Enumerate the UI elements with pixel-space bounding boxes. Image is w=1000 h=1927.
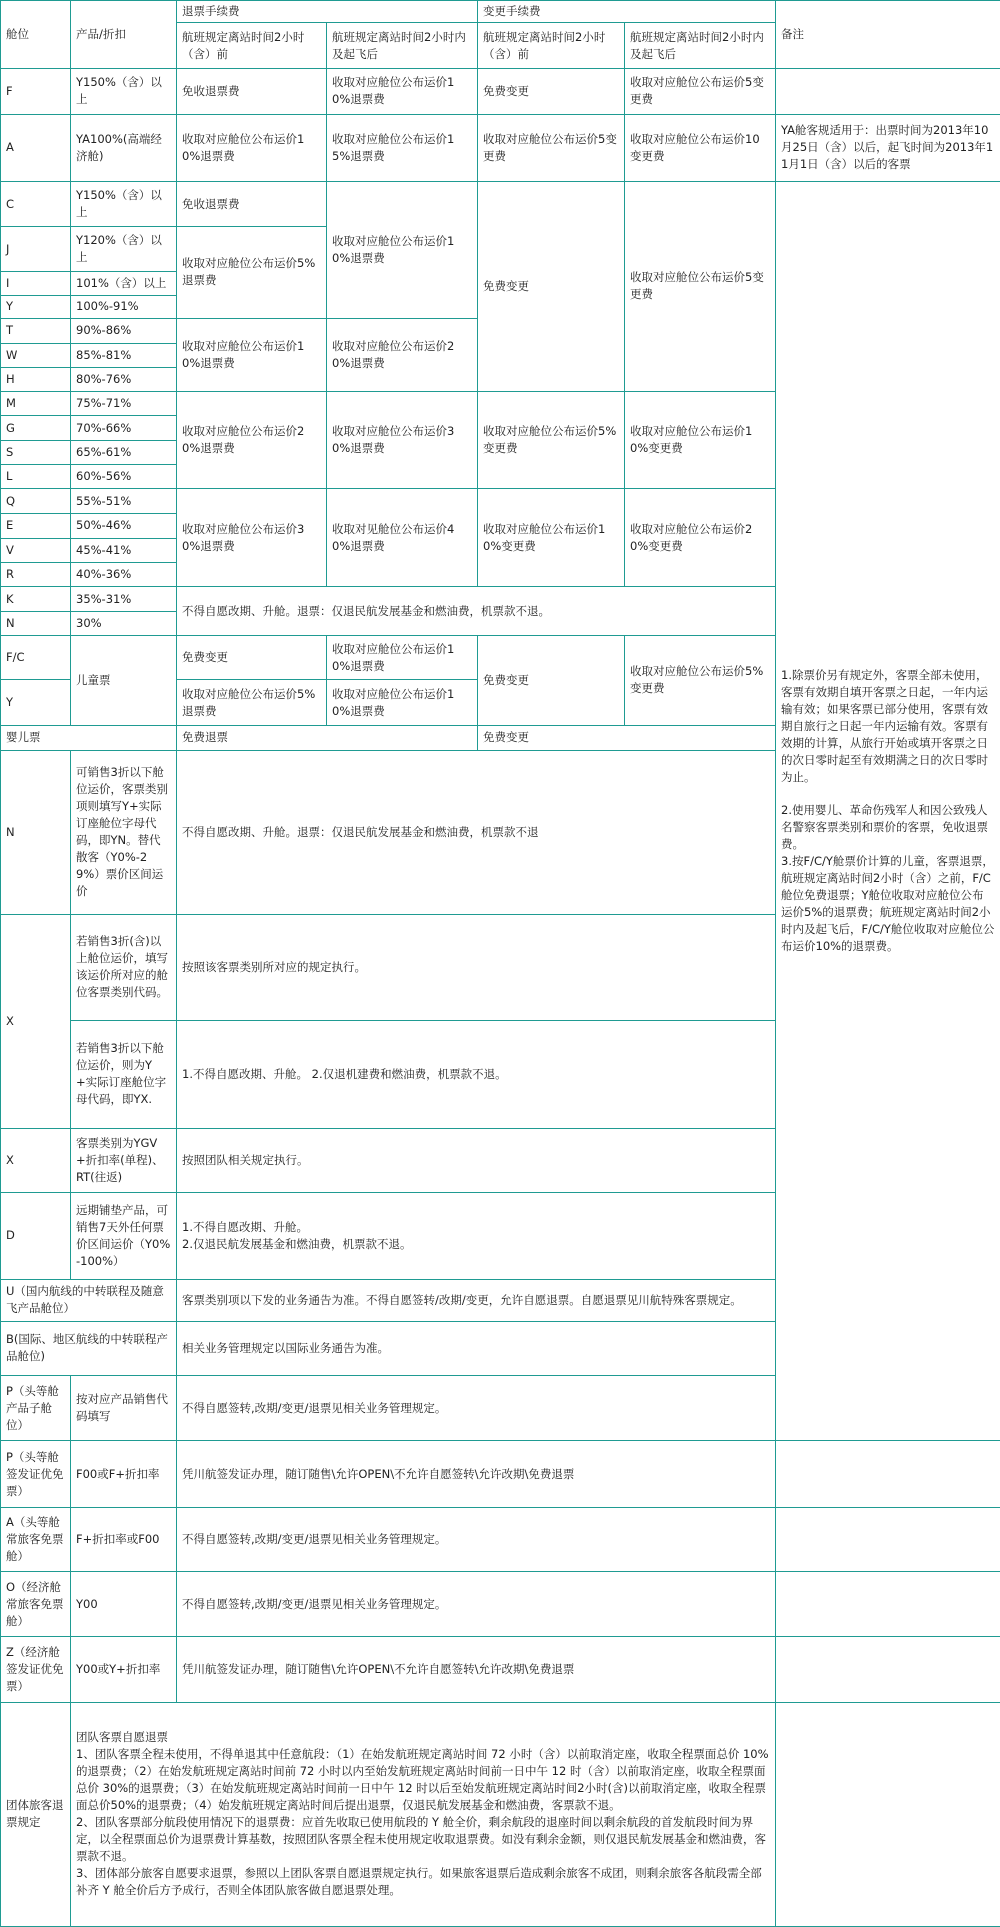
- product-cell: 客票类别为YGV+折扣率(单程)、RT(往返): [71, 1128, 177, 1192]
- change-fee-cell: 收取对应舱位公布运价5变更费: [625, 181, 776, 391]
- change-fee-cell: 免费变更: [478, 636, 625, 725]
- refund-fee-cell: 收取对应舱位公布运价30%退票费: [177, 489, 327, 587]
- rule-cell: 不得自愿签转,改期/变更/退票见相关业务管理规定。: [177, 1376, 776, 1441]
- refund-fee-cell: 免费退票: [177, 725, 478, 750]
- refund-fee-cell: 收取对应舱位公布运价5%退票费: [177, 680, 327, 725]
- refund-fee-cell: 收取对应舱位公布运价5%退票费: [177, 227, 327, 318]
- product-cell: 远期铺垫产品，可销售7天外任何票价区间运价（Y0%-100%）: [71, 1193, 177, 1279]
- refund-fee-cell: 收取对应舱位公布运价10%退票费: [327, 636, 478, 680]
- refund-fee-cell: 收取对应舱位公布运价10%退票费: [327, 69, 478, 114]
- cabin-cell: V: [1, 538, 71, 562]
- product-cell: Y00: [71, 1572, 177, 1637]
- remark-validity: 1.除票价另有规定外，客票全部未使用，客票有效期自填开客票之日起，一年内运输有效；如果客票已部分使用，客票有效期自旅行之日起一年内运输有效。客票有效期的计算，从旅行开始或填开客票之日的次日零时起至有效期满之日的次日零时为止。: [781, 668, 988, 785]
- remark-cell: [776, 1637, 1000, 1702]
- table-row: [1, 181, 1000, 226]
- product-cell: 儿童票: [71, 636, 177, 725]
- header-refund-before-2h: 航班规定离站时间2小时（含）前: [177, 23, 327, 69]
- product-cell: 45%-41%: [71, 538, 177, 562]
- group-rule-line: 2、团队客票部分航段使用情况下的退票费：应首先收取已使用航段的 Y 舱全价，剩余航段的退座时间以剩余航段的首发航段时间为界定，以全程票面总价为退票费计算基数，按照团队客票全程未使用规定收取退票费。如没有剩余金额，则仅退民航发展基金和燃油费，客票款不退。: [76, 1815, 766, 1864]
- product-cell: F+折扣率或F00: [71, 1507, 177, 1571]
- product-cell: 100%-91%: [71, 295, 177, 318]
- refund-fee-cell: 免收退票费: [177, 181, 327, 226]
- change-fee-cell: 免费变更: [478, 69, 625, 114]
- product-cell: 65%-61%: [71, 441, 177, 465]
- rule-cell: 不得自愿签转,改期/变更/退票见相关业务管理规定。: [177, 1507, 776, 1571]
- product-cell: 75%-71%: [71, 391, 177, 415]
- rule-cell: 不得自愿改期、升舱。退票：仅退民航发展基金和燃油费，机票款不退。: [177, 586, 776, 635]
- table-row: [1, 1507, 1000, 1571]
- refund-fee-cell: 收取对应舱位公布运价10%退票费: [177, 114, 327, 181]
- refund-fee-cell: 收取对应舱位公布运价10%退票费: [327, 181, 478, 318]
- group-rule-title: 团队客票自愿退票: [76, 1730, 168, 1745]
- cabin-cell: D: [1, 1193, 71, 1279]
- product-cell: Y150%（含）以上: [71, 69, 177, 114]
- cabin-cell: Y: [1, 680, 71, 725]
- change-fee-cell: 收取对应舱位公布运价5变更费: [478, 114, 625, 181]
- cabin-cell: N: [1, 612, 71, 636]
- cabin-cell: N: [1, 750, 71, 914]
- table-row: [1, 114, 1000, 181]
- header-cabin: 舱位: [1, 1, 71, 69]
- group-rule-line: 1、团队客票全程未使用，不得单退其中任意航段：（1）在始发航班规定离站时间 72 小时（含）以前取消定座，收取全程票面总价 10%的退票费；（2）在始发航班规定离站时间前 72 小时以内至始发航班规定离站时间前一日中午 12 时（含）以前取消定座，收取全程票面总价 30%的退票费；（3）在始发航班规定离站时间前一日中午 12 时以后至始发航班规定离站时间2小时(含)以前取消定座，收取全程票面总价50%的退票费；（4）始发航班规定离站时间后提出退票，仅退民航发展基金和燃油费，客票款不退。: [76, 1747, 769, 1813]
- change-fee-cell: 收取对应舱位公布运价5%变更费: [625, 636, 776, 725]
- product-cell: 101%（含）以上: [71, 272, 177, 295]
- refund-fee-cell: 收取对应舱位公布运价10%退票费: [327, 680, 478, 725]
- cabin-cell: Q: [1, 489, 71, 513]
- cabin-cell: C: [1, 181, 71, 226]
- rule-cell: 1.不得自愿改期、升舱。 2.仅退机建费和燃油费，机票款不退。: [177, 1021, 776, 1129]
- table-row: [1, 1637, 1000, 1702]
- header-refund-within-2h: 航班规定离站时间2小时内及起飞后: [327, 23, 478, 69]
- cabin-cell: W: [1, 343, 71, 367]
- header-change-fee: 变更手续费: [478, 1, 776, 23]
- cabin-cell: S: [1, 441, 71, 465]
- cabin-cell: H: [1, 367, 71, 391]
- change-fee-cell: 收取对应舱位公布运价10变更费: [625, 114, 776, 181]
- cabin-cell: P（头等舱产品子舱位）: [1, 1376, 71, 1441]
- cabin-cell: Z（经济舱签发证优免票）: [1, 1637, 71, 1702]
- table-row: [1, 1572, 1000, 1637]
- header-refund-fee: 退票手续费: [177, 1, 478, 23]
- change-fee-cell: 收取对应舱位公布运价5%变更费: [478, 391, 625, 489]
- remark-cell: [776, 1441, 1000, 1507]
- group-rule-line: 3、团体部分旅客自愿要求退票，参照以上团队客票自愿退票规定执行。如果旅客退票后造成剩余旅客不成团，则剩余旅客各航段需全部补齐 Y 舱全价后方予成行，否则全体团队旅客做自愿退票处理。: [76, 1866, 762, 1898]
- change-fee-cell: 收取对应舱位公布运价20%变更费: [625, 489, 776, 587]
- change-fee-cell: 收取对应舱位公布运价10%变更费: [478, 489, 625, 587]
- table-row: [1, 1441, 1000, 1507]
- product-cell: 可销售3折以下舱位运价，客票类别项则填写Y+实际订座舱位字母代码，即YN。替代散客（Y0%-29%）票价区间运价: [71, 750, 177, 914]
- product-cell: 30%: [71, 612, 177, 636]
- cabin-cell: G: [1, 416, 71, 441]
- cabin-cell: P（头等舱签发证优免票）: [1, 1441, 71, 1507]
- cabin-cell: M: [1, 391, 71, 415]
- change-fee-cell: 免费变更: [478, 181, 625, 391]
- rule-cell: 不得自愿签转,改期/变更/退票见相关业务管理规定。: [177, 1572, 776, 1637]
- remark-cell: [776, 181, 1000, 1440]
- cabin-cell: F/C: [1, 636, 71, 680]
- product-cell: Y120%（含）以上: [71, 227, 177, 272]
- table-row: [1, 1702, 1000, 1926]
- rule-cell: 客票类别项以下发的业务通告为准。不得自愿签转/改期/变更，允许自愿退票。自愿退票见川航特殊客票规定。: [177, 1279, 776, 1321]
- refund-fee-cell: 收取对应舱位公布运价20%退票费: [177, 391, 327, 489]
- cabin-cell: Y: [1, 295, 71, 318]
- refund-fee-cell: 免收退票费: [177, 69, 327, 114]
- remark-cell: [776, 1702, 1000, 1926]
- rule-line: 1.不得自愿改期、升舱。: [182, 1219, 308, 1234]
- cabin-cell: R: [1, 562, 71, 586]
- product-cell: 40%-36%: [71, 562, 177, 586]
- cabin-cell: U（国内航线的中转联程及随意飞产品舱位）: [1, 1279, 177, 1321]
- product-cell: YA100%(高端经济舱): [71, 114, 177, 181]
- refund-fee-cell: 收取对见舱位公布运价40%退票费: [327, 489, 478, 587]
- cabin-cell: 团体旅客退票规定: [1, 1702, 71, 1926]
- cabin-cell: A（头等舱常旅客免票舱）: [1, 1507, 71, 1571]
- refund-fee-cell: 免费变更: [177, 636, 327, 680]
- rule-cell: 不得自愿改期、升舱。退票：仅退民航发展基金和燃油费，机票款不退: [177, 750, 776, 914]
- product-cell: 50%-46%: [71, 513, 177, 538]
- cabin-cell: F: [1, 69, 71, 114]
- rule-cell: 凭川航签发证办理，随订随售\允许OPEN\不允许自愿签转\允许改期\免费退票: [177, 1637, 776, 1702]
- remark-child-refund: 3.按F/C/Y舱票价计算的儿童，客票退票，航班规定离站时间2小时（含）之前，F/C舱位免费退票；Y舱位收取对应舱位公布运价5%的退票费；航班规定离站时间2小时内及起飞后，F/C/Y舱位收取对应舱位公布运价10%的退票费。: [781, 854, 995, 954]
- product-cell: F00或F+折扣率: [71, 1441, 177, 1507]
- product-cell: 80%-76%: [71, 367, 177, 391]
- cabin-cell: 婴儿票: [1, 725, 177, 750]
- remark-cell: [776, 1572, 1000, 1637]
- remark-infant-military: 2.使用婴儿、革命伤残军人和因公致残人名警察客票类别和票价的客票，免收退票费。: [781, 803, 988, 852]
- change-fee-cell: 收取对应舱位公布运价5变更费: [625, 69, 776, 114]
- table-row: [1, 69, 1000, 114]
- product-cell: 若销售3折(含)以上舱位运价，填写该运价所对应的舱位客票类别代码。: [71, 914, 177, 1021]
- remark-cell: YA舱客规适用于：出票时间为2013年10月25日（含）以后，起飞时间为2013年11月1日（含）以后的客票: [776, 114, 1000, 181]
- product-cell: 55%-51%: [71, 489, 177, 513]
- change-fee-cell: 收取对应舱位公布运价10%变更费: [625, 391, 776, 489]
- cabin-cell: B(国际、地区航线的中转联程产品舱位): [1, 1321, 177, 1375]
- remark-cell: [776, 1507, 1000, 1571]
- cabin-cell: A: [1, 114, 71, 181]
- header-remarks: 备注: [776, 1, 1000, 69]
- product-cell: 90%-86%: [71, 318, 177, 343]
- product-cell: 60%-56%: [71, 465, 177, 489]
- product-cell: 若销售3折以下舱位运价，则为Y+实际订座舱位字母代码，即YX.: [71, 1021, 177, 1129]
- cabin-cell: X: [1, 1128, 71, 1192]
- product-cell: 按对应产品销售代码填写: [71, 1376, 177, 1441]
- cabin-cell: X: [1, 914, 71, 1128]
- cabin-cell: T: [1, 318, 71, 343]
- table-header-row: [1, 1, 1000, 23]
- rule-line: 2.仅退民航发展基金和燃油费，机票款不退。: [182, 1236, 412, 1251]
- product-cell: Y00或Y+折扣率: [71, 1637, 177, 1702]
- rule-cell: [177, 1193, 776, 1279]
- cabin-cell: J: [1, 227, 71, 272]
- refund-fee-cell: 收取对应舱位公布运价10%退票费: [177, 318, 327, 391]
- cabin-cell: O（经济舱常旅客免票舱）: [1, 1572, 71, 1637]
- product-cell: 70%-66%: [71, 416, 177, 441]
- rule-cell: [71, 1702, 776, 1926]
- product-cell: 35%-31%: [71, 586, 177, 611]
- cabin-cell: L: [1, 465, 71, 489]
- refund-fee-cell: 收取对应舱位公布运价15%退票费: [327, 114, 478, 181]
- refund-fee-cell: 收取对应舱位公布运价30%退票费: [327, 391, 478, 489]
- header-change-before-2h: 航班规定离站时间2小时（含）前: [478, 23, 625, 69]
- product-cell: 85%-81%: [71, 343, 177, 367]
- cabin-cell: E: [1, 513, 71, 538]
- remark-cell: [776, 69, 1000, 114]
- rule-cell: 凭川航签发证办理，随订随售\允许OPEN\不允许自愿签转\允许改期\免费退票: [177, 1441, 776, 1507]
- cabin-cell: I: [1, 272, 71, 295]
- rule-cell: 按照该客票类别所对应的规定执行。: [177, 914, 776, 1021]
- rule-cell: 相关业务管理规定以国际业务通告为准。: [177, 1321, 776, 1375]
- cabin-cell: K: [1, 586, 71, 611]
- header-product: 产品/折扣: [71, 1, 177, 69]
- rule-cell: 按照团队相关规定执行。: [177, 1128, 776, 1192]
- header-change-within-2h: 航班规定离站时间2小时内及起飞后: [625, 23, 776, 69]
- refund-fee-cell: 收取对应舱位公布运价20%退票费: [327, 318, 478, 391]
- change-fee-cell: 免费变更: [478, 725, 776, 750]
- product-cell: Y150%（含）以上: [71, 181, 177, 226]
